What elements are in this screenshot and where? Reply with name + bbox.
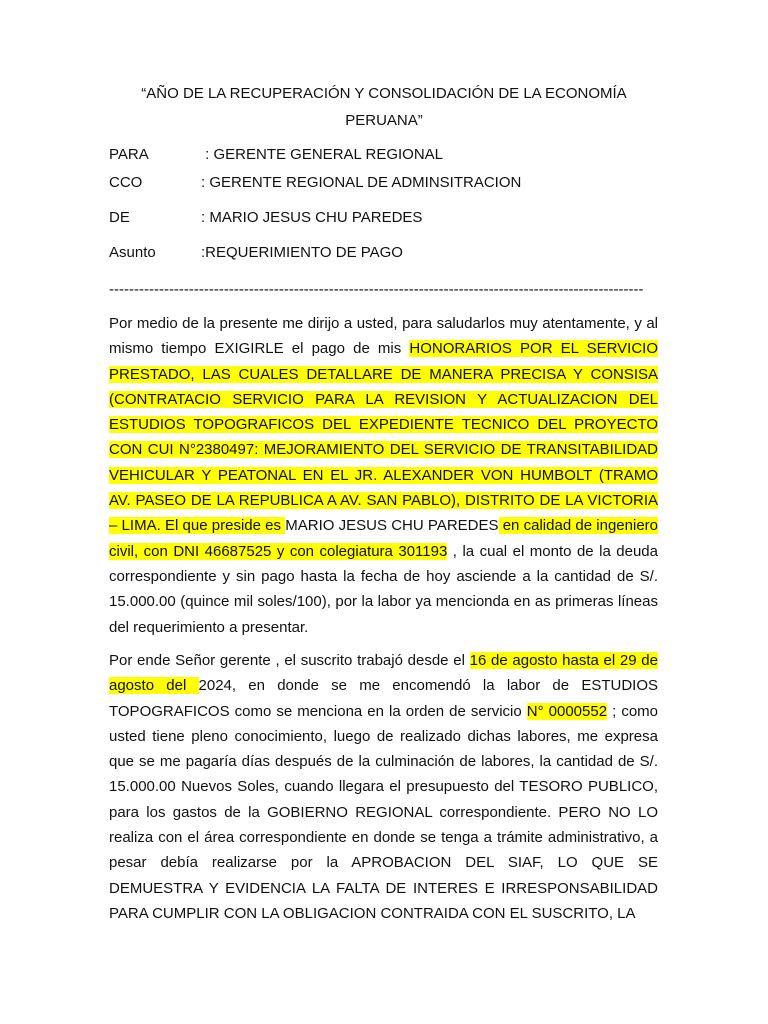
paragraph-1-highlight-2: en calidad de ingeniero civil, con DNI 46687525 y con colegiatura 301193 — [109, 517, 658, 560]
paragraph-1-text-2: MARIO JESUS CHU PAREDES — [285, 517, 499, 535]
header-label-cco: CCO — [109, 174, 143, 191]
title-line-2: PERUANA” — [345, 112, 423, 129]
paragraph-1-highlight-1: HONORARIOS POR EL SERVICIO PRESTADO, LAS CUALES DETALLARE DE MANERA PRECISA Y CONSISA (CONTRATACIO SERVICIO PARA LA REVISION Y ACTUALIZACION DEL ESTUDIOS TOPOGRAFICOS DEL EXPEDIENTE TECNICO DEL PROYECTO CON CUI N°2380497: MEJORAMIENTO DEL SERVICIO DE TRANSITABILIDAD VEHICULAR Y PEATONAL EN EL JR. ALEXANDER VON HUMBOLT (TRAMO AV. PASEO DE LA REPUBLICA A AV. SAN PABLO), DISTRITO DE LA VICTORIA – LIMA. El que preside es — [109, 340, 659, 535]
document-title — [100, 80, 668, 134]
paragraph-2-highlight-1: 16 de agosto hasta el 29 de agosto del — [109, 652, 658, 695]
header-label-asunto: Asunto — [109, 244, 156, 261]
header-value-cco: : GERENTE REGIONAL DE ADMINSITRACION — [201, 174, 522, 191]
header-value-para: : GERENTE GENERAL REGIONAL — [201, 146, 443, 163]
header-row-cco — [109, 173, 521, 193]
header-row-asunto — [109, 243, 403, 263]
paragraph-2-highlight-2: N° 0000552 — [526, 702, 608, 720]
header-row-de — [109, 208, 422, 228]
paragraph-2 — [109, 648, 658, 926]
paragraph-2-text-3: ; como usted tiene pleno conocimiento, luego de realizado dichas labores, me expresa que se me pagaría días después de la culminación de labores, la cantidad de S/. 15.000.00 Nuevos Soles, cuando llegara el presupuesto del TESORO PUBLICO, para los gastos de la GOBIERNO REGIONAL correspondiente. PERO NO LO realiza con el área correspondiente en donde se tenga a trámite administrativo, a pesar debía realizarse por la APROBACION DEL SIAF, LO QUE SE DEMUESTRA Y EVIDENCIA LA FALTA DE INTERES E IRRESPONSABILIDAD PARA CUMPLIR CON LA OBLIGACION CONTRAIDA CON EL SUSCRITO, LA — [109, 702, 658, 922]
paragraph-2-text-1: Por ende Señor gerente , el suscrito trabajó desde el — [109, 652, 470, 669]
header-value-asunto: :REQUERIMIENTO DE PAGO — [201, 244, 403, 261]
paragraph-2-text-2: 2024, en donde se me encomendó la labor de ESTUDIOS TOPOGRAFICOS como se menciona en la orden de servicio — [109, 677, 659, 720]
title-line-1: “AÑO DE LA RECUPERACIÓN Y CONSOLIDACIÓN DE LA ECONOMÍA — [141, 85, 627, 102]
header-label-para: PARA — [109, 146, 149, 163]
paragraph-1 — [109, 311, 658, 640]
paragraph-1-text-3: , la cual el monto de la deuda correspondiente y sin pago hasta la fecha de hoy asciende a la cantidad de S/. 15.000.00 (quince mil soles/100), por la labor ya mencionda en as primeras líneas del requerimiento a presentar. — [109, 542, 658, 636]
header-value-de: : MARIO JESUS CHU PAREDES — [201, 209, 423, 226]
paragraph-1-text-1: Por medio de la presente me dirijo a usted, para saludarlos muy atentamente, y al mismo tiempo EXIGIRLE el pago de mis — [109, 315, 658, 358]
separator-line: ----------------------------------------------------------------------------------------------------------- — [109, 281, 644, 298]
header-label-de: DE — [109, 209, 130, 226]
header-row-para — [109, 145, 443, 165]
